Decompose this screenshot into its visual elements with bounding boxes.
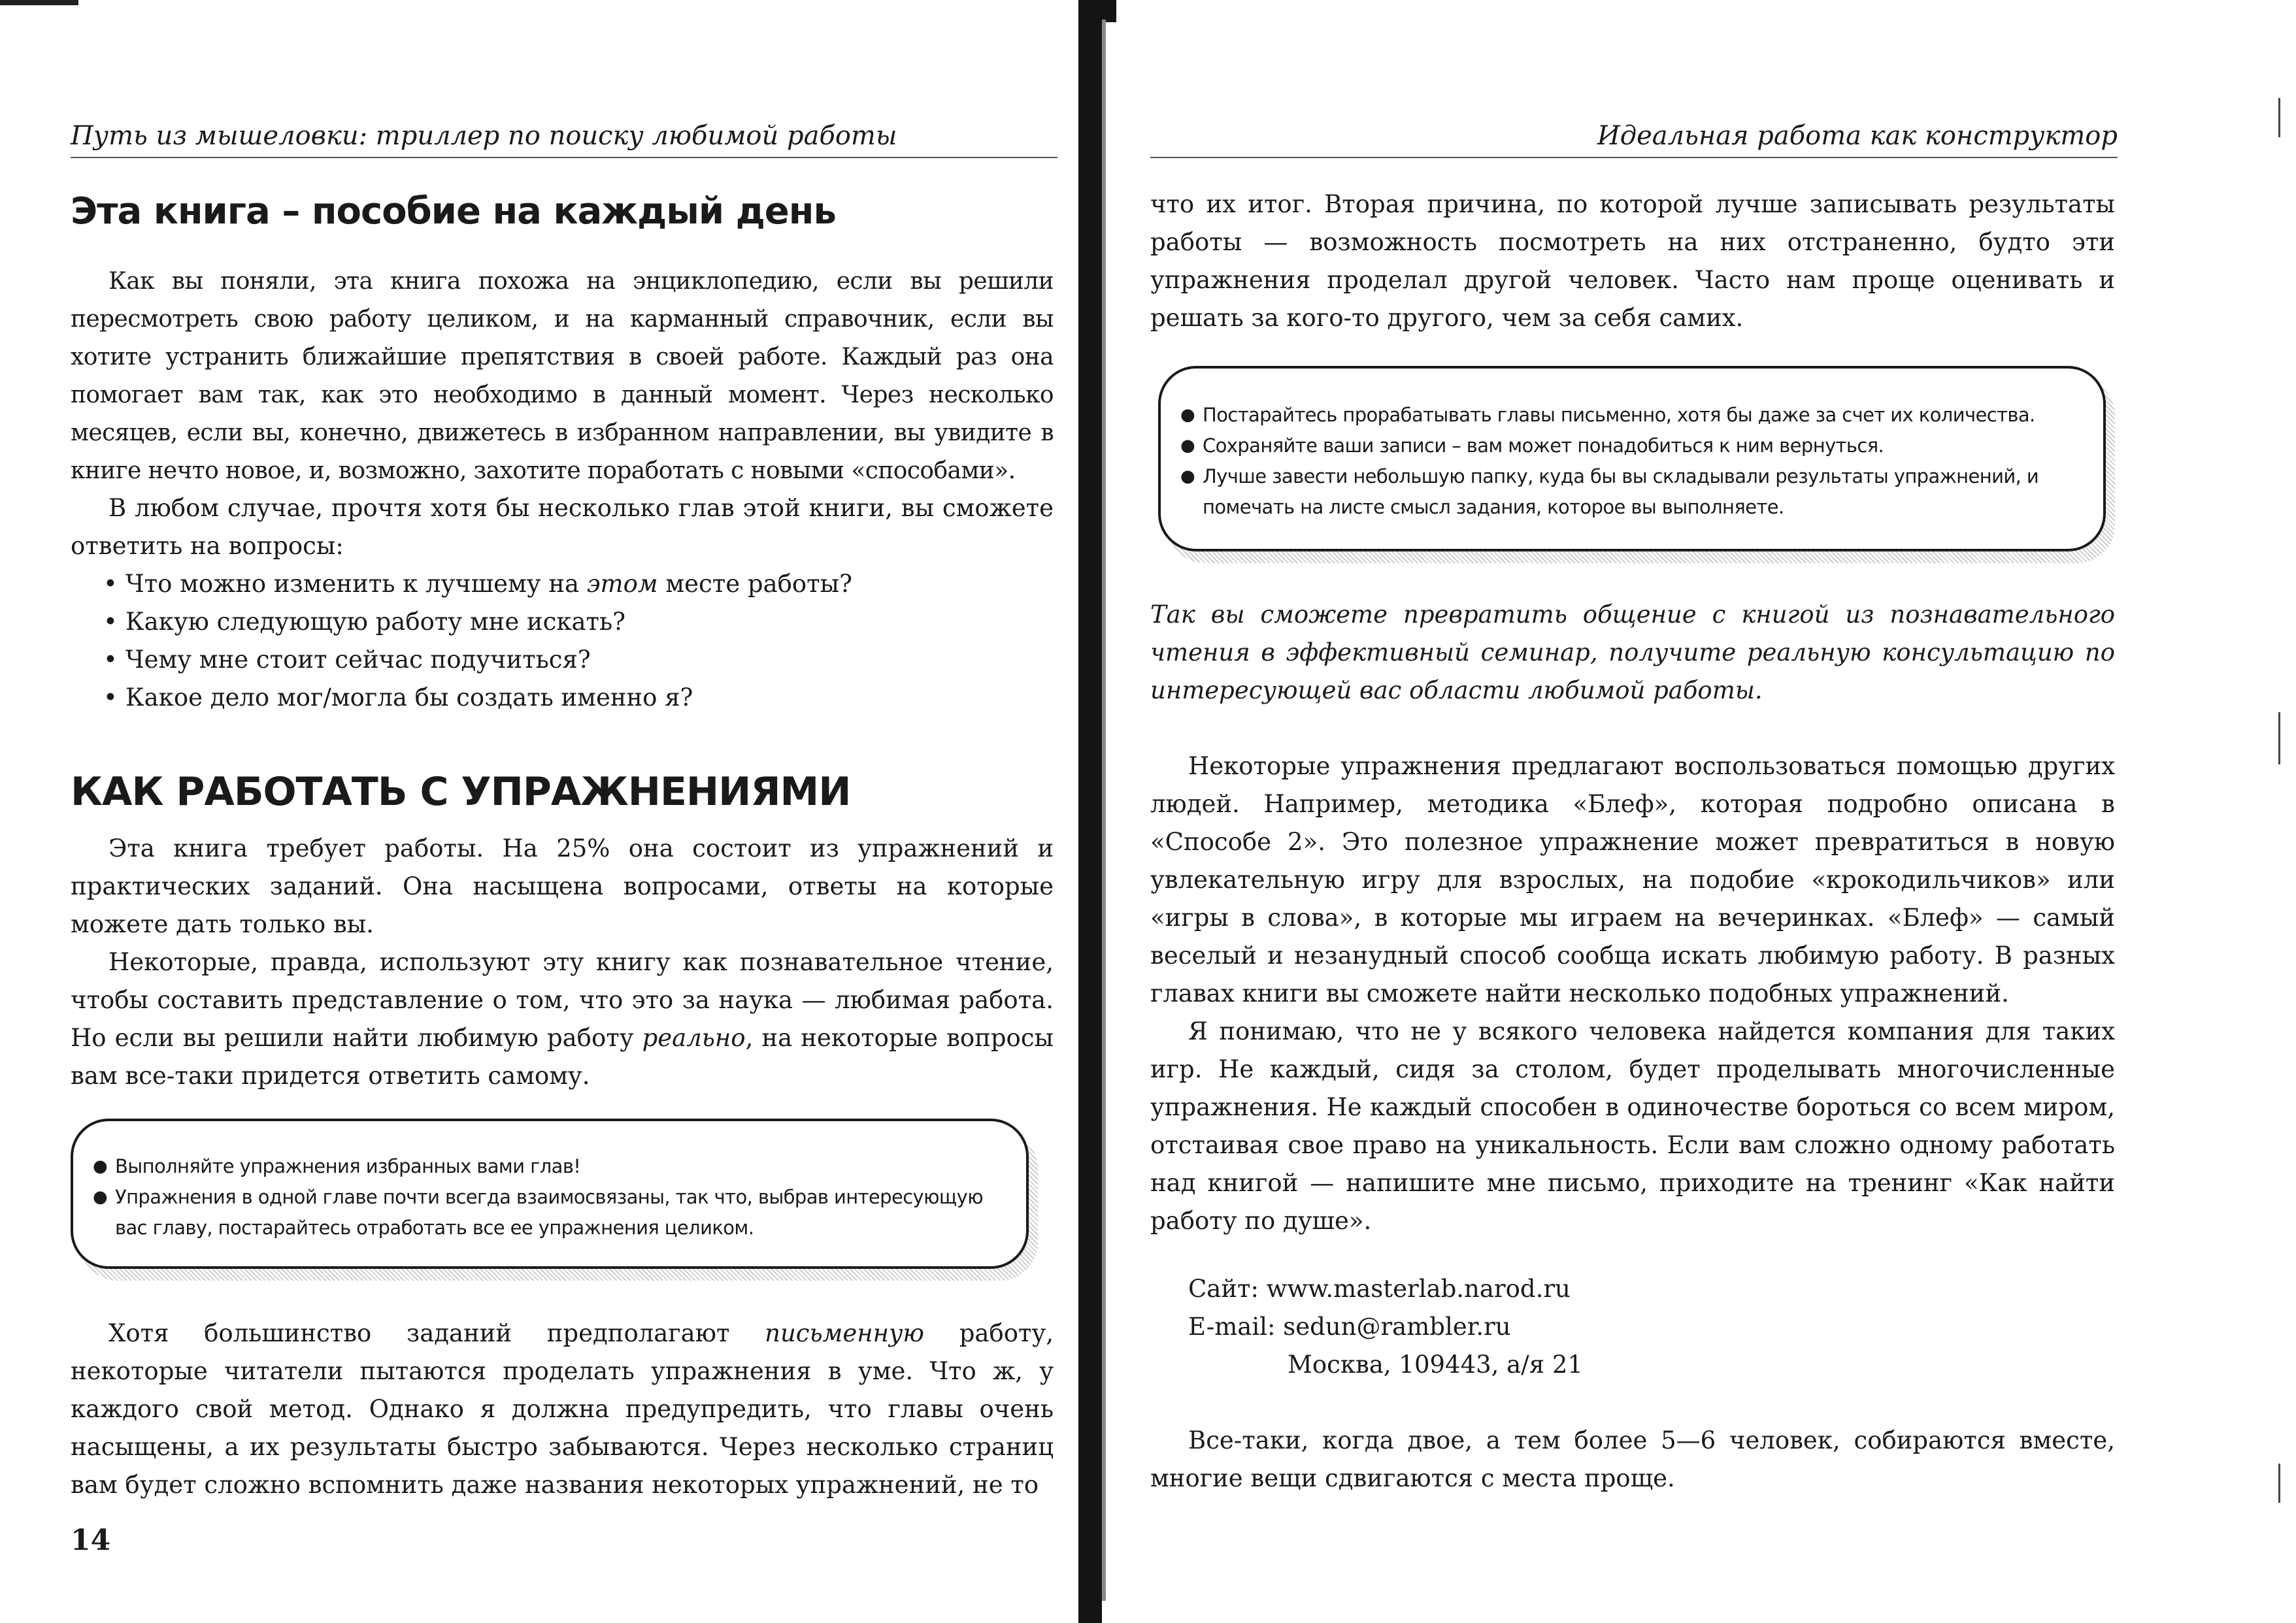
spine-shadow bbox=[1078, 0, 1102, 1623]
question-item: • Какое дело мог/могла бы создать именно я? bbox=[98, 679, 1046, 717]
contact-site: Сайт: www.masterlab.narod.ru bbox=[1188, 1275, 1571, 1303]
running-head-right: Идеальная работа как конструктор bbox=[1597, 121, 2118, 151]
paragraph-written-work: Хотя большинство заданий предполагают письменную работу, некоторые читатели пытаются проделать упражнения в уме. Что ж, у каждого свой метод. Однако я должна предупредить, что главы очень насыщены, а их результаты быстро забываются. Через несколько страниц вам будет сложно вспомнить даже названия некоторых упражнений, не то bbox=[71, 1319, 1054, 1499]
header-rule bbox=[1150, 157, 2118, 158]
paragraph-together: Все-таки, когда двое, а тем более 5—6 человек, собираются вместе, многие вещи сдвигаются с места проще. bbox=[1150, 1426, 2115, 1492]
paragraph-cognitive-reading: Некоторые, правда, используют эту книгу как познавательное чтение, чтобы составить представление о том, что это за наука — любимая работа. Но если вы решили найти любимую работу реально, на некоторые вопросы вам все-таки придется ответить самому. bbox=[71, 948, 1054, 1090]
question-item: • Чему мне стоит сейчас подучиться? bbox=[98, 641, 1046, 679]
scan-edge-mark bbox=[2278, 98, 2280, 137]
tip-box-left bbox=[71, 1119, 1029, 1269]
tip-box-right bbox=[1158, 366, 2106, 551]
question-item: • Что можно изменить к лучшему на этом месте работы? bbox=[98, 565, 1046, 603]
question-item: • Какую следующую работу мне искать? bbox=[98, 603, 1046, 641]
question-list bbox=[98, 565, 1046, 717]
tip-item: ● Упражнения в одной главе почти всегда взаимосвязаны, так что, выбрав интересующую вас главу, постарайтесь отработать все ее упражнения целиком. bbox=[93, 1182, 1003, 1243]
tip-list bbox=[93, 1151, 1003, 1243]
paragraph-encyclopedia: Как вы поняли, эта книга похожа на энциклопедию, если вы решили пересмотреть свою работу целиком, и на карманный справочник, если вы хотите устранить ближайшие препятствия в своей работе. Каждый раз она помогает вам так, как это необходимо в данный момент. Через несколько месяцев, если вы, конечно, движетесь в избранном направлении, вы увидите в книге нечто новое, и, возможно, захотите поработать с новыми «способами». bbox=[71, 268, 1054, 484]
tip-item: ● Сохраняйте ваши записи – вам может понадобиться к ним вернуться. bbox=[1180, 431, 2080, 461]
tip-item: ● Лучше завести небольшую папку, куда бы вы складывали результаты упражнений, и помечать на листе смысл задания, которое вы выполняете. bbox=[1180, 461, 2080, 523]
page-number: 14 bbox=[71, 1524, 111, 1557]
contact-address: Москва, 109443, а/я 21 bbox=[1288, 1351, 1583, 1379]
paragraph-training: Я понимаю, что не у всякого человека найдется компания для таких игр. Не каждый, сидя за столом, будет проделывать многочисленные упражнения. Не каждый способен в одиночестве бороться со всем миром, отстаивая свое право на уникальность. Если вам сложно одному работать над книгой — напишите мне письмо, приходите на тренинг «Как найти работу по душе». bbox=[1150, 1017, 2115, 1235]
running-head-left: Путь из мышеловки: триллер по поиску любимой работы bbox=[71, 121, 897, 151]
book-spine bbox=[1073, 0, 1111, 1623]
paragraph-second-reason: что их итог. Вторая причина, по которой лучше записывать результаты работы — возможность посмотреть на них отстраненно, будто эти упражнения проделал другой человек. Часто нам проще оценивать и решать за кого-то другого, чем за себя самих. bbox=[1150, 190, 2115, 332]
tip-item: ● Постарайтесь прорабатывать главы письменно, хотя бы даже за счет их количества. bbox=[1180, 400, 2080, 431]
header-rule bbox=[71, 157, 1057, 158]
tip-list bbox=[1180, 400, 2080, 523]
section-heading-daily: Эта книга – пособие на каждый день bbox=[71, 190, 836, 233]
tip-item: ● Выполняйте упражнения избранных вами глав! bbox=[93, 1151, 1003, 1182]
top-edge-bar bbox=[0, 0, 78, 5]
right-page bbox=[1111, 0, 2296, 1623]
paragraph-questions-intro: В любом случае, прочтя хотя бы несколько глав этой книги, вы сможете ответить на вопросы: bbox=[71, 494, 1054, 560]
left-page bbox=[0, 0, 1085, 1623]
spine-highlight bbox=[1102, 20, 1106, 1601]
contact-email: E-mail: sedun@rambler.ru bbox=[1188, 1313, 1511, 1341]
scan-edge-mark bbox=[2278, 1464, 2280, 1503]
paragraph-bluff-method: Некоторые упражнения предлагают воспользоваться помощью других людей. Например, методика «Блеф», которая подробно описана в «Способе 2». Это полезное упражнение может превратиться в новую увлекательную игру для взрослых, на подобие «крокодильчиков» или «игры в слова», в которые мы играем на вечеринках. «Блеф» — самый веселый и незанудный способ сообща искать любимую работу. В разных главах книги вы сможете найти несколько подобных упражнений. bbox=[1150, 752, 2115, 1008]
scan-edge-mark bbox=[2278, 712, 2280, 764]
italic-paragraph-seminar: Так вы сможете превратить общение с книгой из познавательного чтения в эффективный семинар, получите реальную консультацию по интересующей вас области любимой работы. bbox=[1150, 600, 2115, 704]
section-heading-exercises: КАК РАБОТАТЬ С УПРАЖНЕНИЯМИ bbox=[71, 769, 851, 815]
paragraph-book-requires-work: Эта книга требует работы. На 25% она состоит из упражнений и практических заданий. Она насыщена вопросами, ответы на которые можете дать только вы. bbox=[71, 834, 1054, 938]
